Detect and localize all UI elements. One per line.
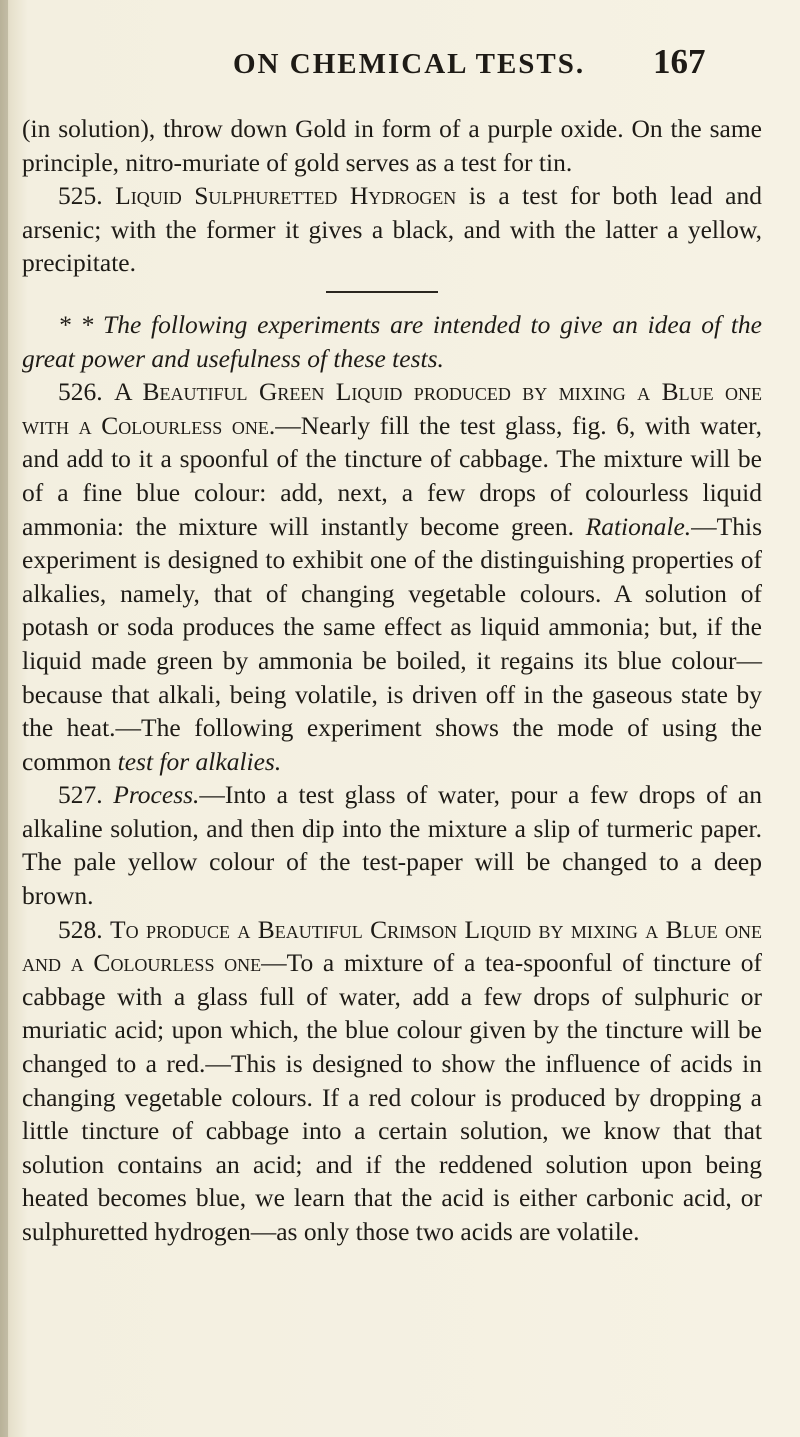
paragraph-text: —Nearly fill the test glass, fig. 6, with water, and add to it a spoonful of the tincture of cabbage. The mixture will be of a fine blue colour: add, next, a few drops of colourless liquid ammonia: the mixture will instantly become green.	[22, 410, 762, 541]
running-head	[0, 44, 800, 94]
section-number: 526.	[58, 377, 103, 407]
section-number: 525.	[58, 181, 103, 211]
test-for-alkalies: test for alkalies.	[117, 746, 282, 776]
rationale-label: Rationale.	[585, 511, 692, 541]
paragraph-526	[22, 375, 762, 778]
page-gutter-shadow	[0, 0, 8, 1437]
note-text: The following experiments are intended to give an idea of the great power and usefulness of these tests.	[22, 309, 762, 373]
paragraph-525	[22, 179, 762, 280]
section-heading: To produce a Beautiful Crimson Liquid by mixing a Blue one and a Colourless one	[22, 914, 763, 978]
paragraph-text: is a test for both lead and arsenic; with the former it gives a black, and with the latter a yellow, precipitate.	[22, 181, 762, 278]
section-number: 528.	[58, 914, 103, 944]
running-head-title: ON CHEMICAL TESTS.	[233, 48, 586, 80]
paragraph-text: —This experiment is designed to exhibit one of the distinguishing properties of alkalies, namely, that of changing vegetable colours. A solution of potash or soda produces the same effect as liquid ammonia; but, if the liquid made green by ammonia be boiled, it regains its blue colour—because that alkali, being volatile, is driven off in the gaseous state by the heat.—The following experiment shows the mode of using the common	[22, 511, 762, 776]
process-label: Process.	[113, 780, 200, 810]
paragraph-528	[22, 913, 762, 1249]
editorial-note	[22, 308, 762, 375]
paragraph-text: (in solution), throw down Gold in form of a purple oxide. On the same principle, nitro-muriate of gold serves as a test for tin.	[22, 114, 762, 177]
paragraph-continuation	[22, 112, 762, 179]
section-heading: A Beautiful Green Liquid produced by mixing a Blue one with a Colourless one.	[22, 377, 763, 440]
body-text	[22, 112, 762, 1249]
section-divider	[326, 291, 438, 293]
paragraph-text: —Into a test glass of water, pour a few drops of an alkaline solution, and then dip into the mixture a slip of turmeric paper. The pale yellow colour of the test-paper will be changed to a deep brown.	[22, 780, 763, 911]
paragraph-527	[22, 778, 762, 912]
section-number: 527.	[58, 780, 103, 810]
section-heading: Liquid Sulphuretted Hydrogen	[115, 181, 457, 211]
page-number: 167	[653, 42, 706, 81]
paragraph-text: —To a mixture of a tea-spoonful of tincture of cabbage with a glass full of water, add a few drops of sulphuric or muriatic acid; upon which, the blue colour given by the tincture will be changed to a red.—This is designed to show the influence of acids in changing vegetable colours. If a red colour is produced by dropping a little tincture of cabbage into a certain solution, we know that that solution contains an acid; and if the reddened solution upon being heated becomes blue, we learn that the acid is either carbonic acid, or sulphuretted hydrogen—as only those two acids are volatile.	[22, 948, 762, 1246]
note-asterisks: * *	[58, 309, 104, 339]
